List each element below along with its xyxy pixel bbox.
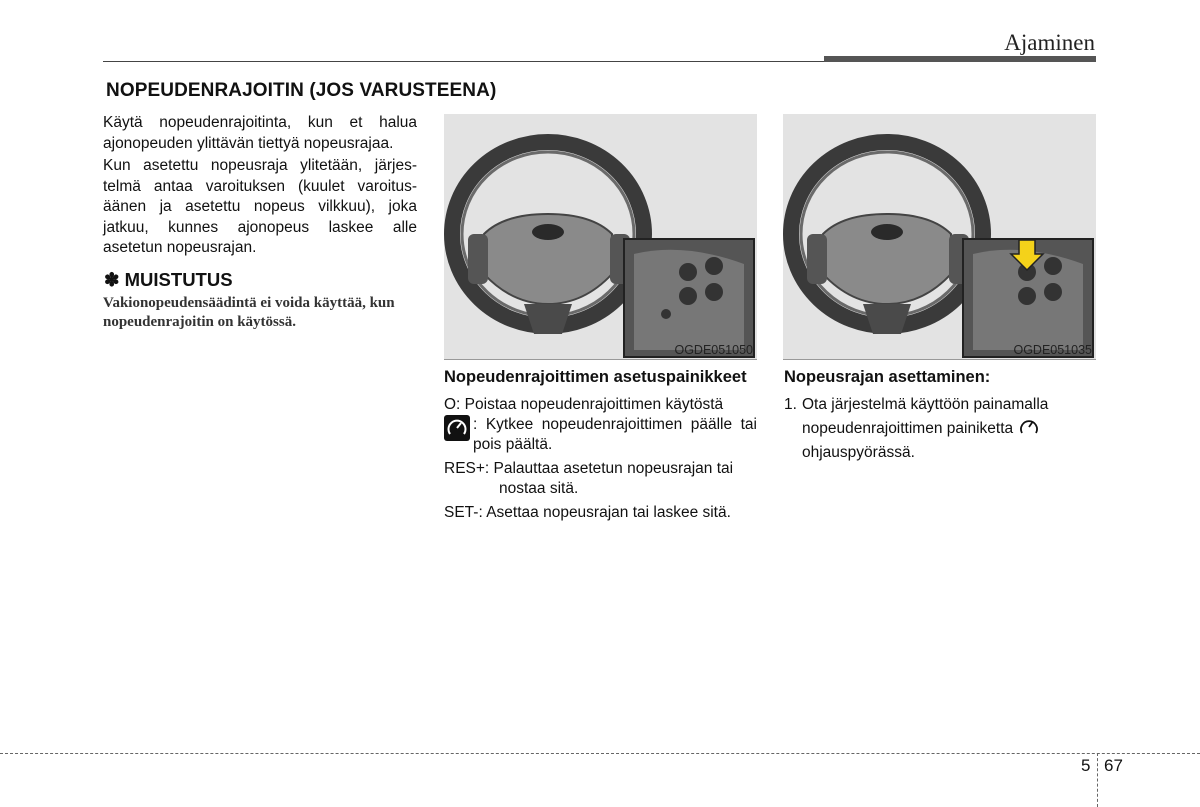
footer-divider [1097,753,1098,807]
buttons-list [444,395,757,523]
steering-wheel-illustration [444,114,757,360]
steering-wheel-figure-1 [444,114,757,360]
intro-paragraph-1: Käytä nopeudenrajoitinta, kun et halua ajonopeuden ylittävän tiettyä nopeusrajaa. [103,114,417,152]
note-text: Vakionopeudensäädintä ei voida käyttää, kun nopeudenrajoitin on käytössä. [103,295,395,330]
list-item [444,415,757,455]
footer-rule [0,753,1200,754]
speed-limiter-icon [444,415,470,441]
list-item-text: : Kytkee nopeudenrajoittimen päälle tai pois päältä. [473,416,757,453]
step-number: 1. [784,396,797,413]
speed-limiter-icon [1017,415,1041,443]
chapter-title: Ajaminen [1004,30,1095,55]
buttons-section-title: Nopeudenrajoittimen asetuspainikkeet [444,368,747,386]
setting-section-title: Nopeusrajan asettaminen: [784,368,991,386]
section-title: NOPEUDENRAJOITIN (JOS VARUSTEENA) [106,80,497,101]
step-text: Ota järjestelmä käyttöön painamalla nopeudenrajoittimen painiketta [802,396,1049,438]
steering-wheel-illustration [783,114,1096,360]
step-text-tail: ohjauspyörässä. [802,444,915,461]
list-item: SET-: Asettaa nopeusrajan tai laskee sitä. [444,504,731,521]
step-1 [784,395,1097,463]
figure-code: OGDE051035 [1013,343,1092,357]
figure-divider [783,359,1096,360]
note-title: ✽ MUISTUTUS [104,269,233,290]
steering-wheel-figure-2 [783,114,1096,360]
intro-text [103,113,417,261]
list-item: RES+: Palauttaa asetetun nopeusrajan tai nostaa sitä. [444,460,734,497]
header-rule-accent [824,56,1096,62]
list-item: O: Poistaa nopeudenrajoittimen käytöstä [444,396,724,413]
section-number: 5 [1081,756,1091,775]
page-number: 67 [1104,756,1123,775]
figure-code: OGDE051050 [674,343,753,357]
buttons-section [444,368,757,523]
intro-paragraph-2: Kun asetettu nopeusraja ylitetään, järjes-telmä antaa varoituksen (kuulet varoitus-äänen ja asetettu nopeus vilkkuu), joka jatkuu, kunnes ajonopeus laskee alle asetetun nopeusrajan. [103,157,417,256]
setting-section [784,368,1097,463]
figure-divider [444,359,757,360]
